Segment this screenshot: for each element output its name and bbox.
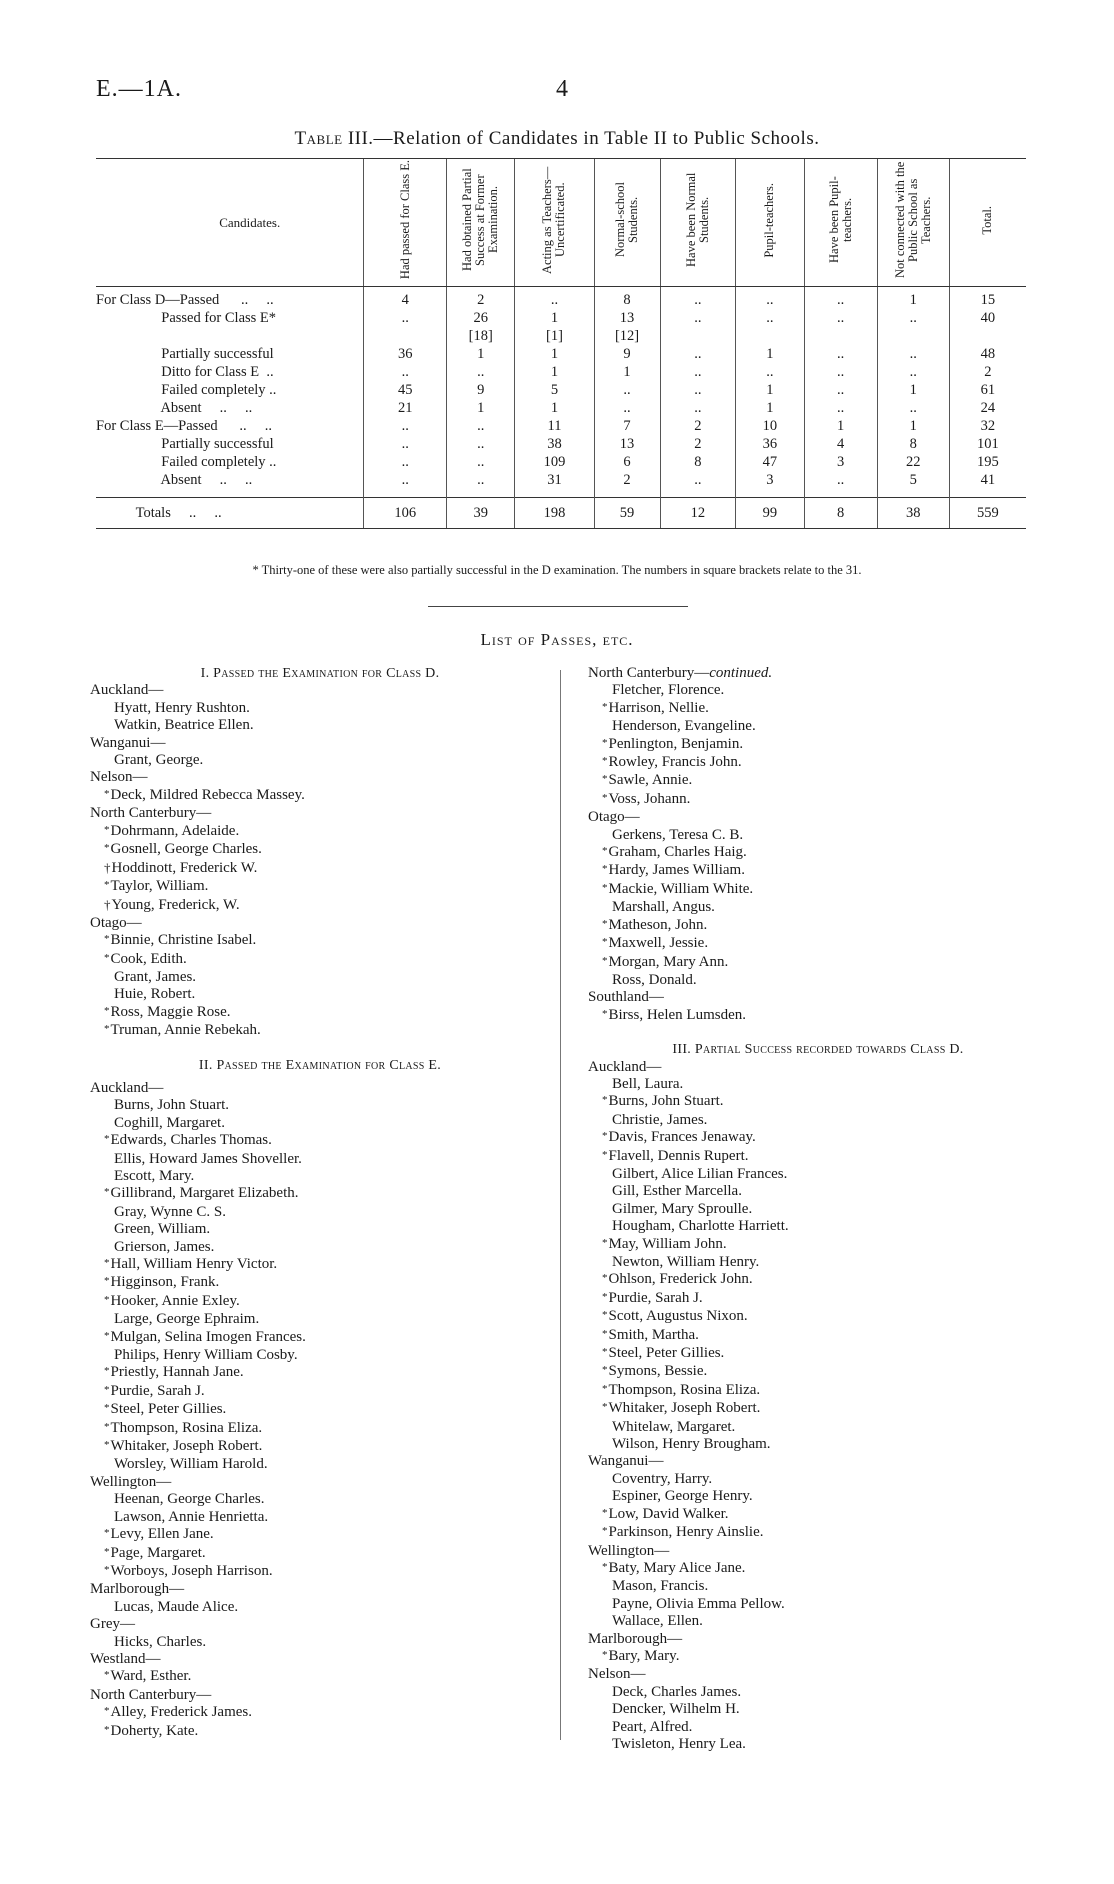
row-label: For Class D—Passed .. .. (96, 292, 274, 308)
table-cell: 1 (594, 363, 660, 381)
table-cell: 39 (447, 498, 515, 529)
table-cell: 3 (804, 453, 877, 471)
table-row (96, 399, 1026, 417)
table-cell: 11 (515, 417, 594, 435)
table-cell: 24 (949, 399, 1026, 417)
table-cell: 9 (594, 345, 660, 363)
table-cell: 5 (515, 381, 594, 399)
table-cell: 1 (877, 287, 949, 310)
table-cell: [1] (515, 327, 594, 345)
row-label: Failed completely .. (96, 454, 277, 470)
list-item: * Mackie, William White. (588, 881, 1048, 899)
list-item: * Ohlson, Frederick John. (588, 1271, 1048, 1289)
continued-word: continued. (709, 665, 773, 681)
table-row (96, 287, 1026, 310)
row-label: Absent .. .. (96, 400, 253, 416)
table-cell: .. (660, 287, 736, 310)
list-item: Gill, Esther Marcella. (612, 1183, 742, 1200)
list-item: * Cook, Edith. (90, 951, 550, 969)
candidates-relation-table (96, 158, 1026, 529)
list-item: * May, William John. (588, 1236, 1048, 1254)
list-item: * Rowley, Francis John. (588, 754, 1048, 772)
table-cell: 2 (594, 471, 660, 489)
list-item: * Deck, Mildred Rebecca Massey. (90, 787, 550, 805)
column-header-text: Total. (980, 205, 995, 235)
list-item: * Ross, Maggie Rose. (90, 1004, 550, 1022)
list-item: * Scott, Augustus Nixon. (588, 1308, 1048, 1326)
table-cell: 101 (949, 435, 1026, 453)
table-cell: 13 (594, 309, 660, 327)
section-title-class-d: I. Passed the Examination for Class D. (200, 666, 440, 681)
table-cell: .. (364, 453, 447, 471)
list-item: * Steel, Peter Gillies. (90, 1401, 550, 1419)
table-body (96, 287, 1026, 529)
table-cell: 2 (660, 435, 736, 453)
list-item: * Voss, Johann. (588, 791, 1048, 809)
list-item: Hicks, Charles. (114, 1633, 207, 1650)
row-label: Ditto for Class E .. (96, 364, 274, 380)
row-label: Partially successful (96, 346, 274, 362)
list-item: Green, William. (114, 1221, 211, 1238)
class-e-pass-list-continued (588, 682, 1048, 1025)
list-item: * Penlington, Benjamin. (588, 736, 1048, 754)
table-cell: 22 (877, 453, 949, 471)
list-item: * Dohrmann, Adelaide. (90, 823, 550, 841)
list-item: * Maxwell, Jessie. (588, 935, 1048, 953)
table-cell (660, 327, 736, 345)
district-heading: Wellington— (588, 1542, 670, 1559)
table-cell: 7 (594, 417, 660, 435)
district-heading: Wellington— (90, 1473, 172, 1490)
list-item: Deck, Charles James. (612, 1683, 742, 1700)
list-item: * Purdie, Sarah J. (90, 1383, 550, 1401)
list-item: * Steel, Peter Gillies. (588, 1345, 1048, 1363)
list-item: Coventry, Harry. (612, 1470, 713, 1487)
list-item: Watkin, Beatrice Ellen. (114, 717, 254, 734)
table-cell: .. (804, 399, 877, 417)
list-item: * Thompson, Rosina Eliza. (90, 1420, 550, 1438)
column-header-3 (515, 159, 594, 287)
section-divider-rule (428, 606, 688, 607)
table-cell: .. (660, 309, 736, 327)
table-cell: 10 (736, 417, 804, 435)
table-cell: 1 (736, 345, 804, 363)
table-cell: 8 (594, 287, 660, 310)
district-heading: Wanganui— (588, 1453, 664, 1470)
list-item: * Gillibrand, Margaret Elizabeth. (90, 1185, 550, 1203)
table-cell: .. (804, 287, 877, 310)
table-cell: 5 (877, 471, 949, 489)
list-item: Grant, James. (114, 968, 197, 985)
table-cell: .. (447, 453, 515, 471)
table-cell: .. (364, 309, 447, 327)
partial-success-list (588, 1059, 1048, 1754)
table-cell: 8 (804, 498, 877, 529)
list-item: * Flavell, Dennis Rupert. (588, 1148, 1048, 1166)
table-cell: 1 (447, 399, 515, 417)
table-cell: 31 (515, 471, 594, 489)
table-cell: 21 (364, 399, 447, 417)
table-cell: 38 (515, 435, 594, 453)
table-cell: 13 (594, 435, 660, 453)
table-cell: 1 (877, 417, 949, 435)
table-cell: 4 (804, 435, 877, 453)
list-item: Huie, Robert. (114, 986, 196, 1003)
list-item: Large, George Ephraim. (114, 1311, 260, 1328)
column-header-text: Pupil-teachers. (762, 182, 777, 258)
table-cell: .. (364, 363, 447, 381)
table-cell: 15 (949, 287, 1026, 310)
row-label: Passed for Class E* (96, 310, 277, 326)
list-item: Mason, Francis. (612, 1578, 709, 1595)
table-cell: 559 (949, 498, 1026, 529)
district-heading: Otago— (588, 809, 640, 826)
list-item: * Priestly, Hannah Jane. (90, 1364, 550, 1382)
table-cell: 38 (877, 498, 949, 529)
list-item: * Sawle, Annie. (588, 772, 1048, 790)
table-cell: .. (447, 435, 515, 453)
table-cell: 40 (949, 309, 1026, 327)
column-header-candidates: Candidates. (96, 159, 364, 287)
table-cell: 26 (447, 309, 515, 327)
list-item: Lawson, Annie Henrietta. (114, 1508, 269, 1525)
column-header-8 (877, 159, 949, 287)
list-item: Twisleton, Henry Lea. (612, 1735, 746, 1752)
table-cell: 59 (594, 498, 660, 529)
district-heading: Southland— (588, 989, 664, 1006)
list-title: List of Passes, etc. (480, 630, 634, 649)
district-heading: Nelson— (90, 769, 148, 786)
table-cell: 195 (949, 453, 1026, 471)
column-header-2 (447, 159, 515, 287)
table-cell: 9 (447, 381, 515, 399)
table-cell: .. (660, 399, 736, 417)
list-item: Bell, Laura. (612, 1075, 684, 1092)
table-cell: .. (515, 287, 594, 310)
list-item: Marshall, Angus. (612, 899, 715, 916)
table-cell: 36 (736, 435, 804, 453)
table-cell: .. (877, 309, 949, 327)
column-header-1 (364, 159, 447, 287)
district-heading: Marlborough— (588, 1630, 683, 1647)
row-label (96, 327, 364, 345)
table-cell: .. (804, 471, 877, 489)
list-item: * Ward, Esther. (90, 1668, 550, 1686)
section-title-partial-success: III. Partial Success recorded towards Class D. (672, 1042, 964, 1058)
list-item: * Burns, John Stuart. (588, 1093, 1048, 1111)
continued-district-heading (588, 665, 1048, 682)
table-footnote: * Thirty-one of these were also partially successful in the D examination. The numbers in square brackets relate to the 31. (252, 563, 862, 577)
table-cell: 1 (515, 363, 594, 381)
list-item: * Parkinson, Henry Ainslie. (588, 1524, 1048, 1542)
district-heading: Auckland— (90, 1079, 164, 1096)
list-item: Dencker, Wilhelm H. (612, 1701, 740, 1718)
list-item: Gilmer, Mary Sproulle. (612, 1200, 753, 1217)
table-cell: 1 (804, 417, 877, 435)
list-item: * Hooker, Annie Exley. (90, 1293, 550, 1311)
continued-district-name: North Canterbury— (588, 665, 710, 681)
column-header-9 (949, 159, 1026, 287)
table-cell (804, 327, 877, 345)
table-row (96, 345, 1026, 363)
list-item: Worsley, William Harold. (114, 1456, 268, 1473)
table-cell: 36 (364, 345, 447, 363)
table-cell: 6 (594, 453, 660, 471)
table-cell (736, 327, 804, 345)
table-cell: 106 (364, 498, 447, 529)
table-row (96, 435, 1026, 453)
list-item: * Whitaker, Joseph Robert. (588, 1400, 1048, 1418)
table-cell: 99 (736, 498, 804, 529)
column-header-text: Have been Normal Students. (683, 172, 711, 268)
row-label: For Class E—Passed .. .. (96, 418, 273, 434)
table-cell: 47 (736, 453, 804, 471)
table-cell: 8 (877, 435, 949, 453)
list-item: Wilson, Henry Brougham. (612, 1436, 771, 1453)
list-item: * Graham, Charles Haig. (588, 844, 1048, 862)
list-item: Christie, James. (612, 1111, 708, 1128)
table-row (96, 309, 1026, 327)
table-cell: 4 (364, 287, 447, 310)
column-header-text: Normal-school Students. (613, 182, 641, 258)
table-cell: 2 (447, 287, 515, 310)
list-item: Gilbert, Alice Lilian Frances. (612, 1165, 788, 1182)
section-title-class-e: II. Passed the Examination for Class E. (198, 1057, 442, 1073)
table-cell: 61 (949, 381, 1026, 399)
table-cell: .. (660, 381, 736, 399)
list-item: Espiner, George Henry. (612, 1488, 753, 1505)
list-item: * Mulgan, Selina Imogen Frances. (90, 1329, 550, 1347)
list-item: † Young, Frederick, W. (90, 896, 550, 914)
right-column (588, 665, 1048, 1753)
column-divider (560, 670, 561, 1740)
table-cell: 12 (660, 498, 736, 529)
page-header (96, 76, 1026, 106)
table-title-rest: III.—Relation of Candidates in Table II to Public Schools. (347, 128, 820, 149)
table-cell (949, 327, 1026, 345)
column-header-6 (736, 159, 804, 287)
table-cell: .. (804, 345, 877, 363)
table-cell: .. (660, 471, 736, 489)
table-cell: .. (660, 363, 736, 381)
list-item: † Hoddinott, Frederick W. (90, 859, 550, 877)
district-heading: North Canterbury— (90, 805, 212, 822)
table-row (96, 381, 1026, 399)
table-cell: .. (804, 309, 877, 327)
table-row (96, 327, 1026, 345)
list-item: * Purdie, Sarah J. (588, 1290, 1048, 1308)
list-item: Hougham, Charlotte Harriett. (612, 1218, 789, 1235)
table-row (96, 417, 1026, 435)
table-cell: 1 (877, 381, 949, 399)
table-cell: 1 (736, 381, 804, 399)
district-heading: Auckland— (588, 1058, 662, 1075)
table-cell: .. (447, 471, 515, 489)
list-item: * Harrison, Nellie. (588, 700, 1048, 718)
table-cell: [18] (447, 327, 515, 345)
list-item: Ellis, Howard James Shoveller. (114, 1150, 302, 1167)
list-item: Fletcher, Florence. (612, 682, 725, 699)
table-cell: 2 (660, 417, 736, 435)
list-item: * Gosnell, George Charles. (90, 841, 550, 859)
list-item: * Higginson, Frank. (90, 1274, 550, 1292)
list-item: Coghill, Margaret. (114, 1114, 225, 1131)
table-cell: .. (447, 363, 515, 381)
table-cell: 32 (949, 417, 1026, 435)
table-cell: 3 (736, 471, 804, 489)
list-item: Burns, John Stuart. (114, 1097, 230, 1114)
list-item: Wallace, Ellen. (612, 1613, 703, 1630)
column-header-text: Have been Pupil-teachers. (826, 176, 854, 264)
column-header-text: Not connected with the Public School as Teachers. (892, 161, 933, 279)
list-item: Gerkens, Teresa C. B. (612, 826, 744, 843)
district-heading: Marlborough— (90, 1581, 185, 1598)
table-cell: 8 (660, 453, 736, 471)
table-cell: 109 (515, 453, 594, 471)
list-item: Newton, William Henry. (612, 1254, 760, 1270)
list-item: * Edwards, Charles Thomas. (90, 1132, 550, 1150)
list-item: * Hall, William Henry Victor. (90, 1256, 550, 1274)
column-header-4 (594, 159, 660, 287)
column-header-text: Acting as Teachers—Uncertificated. (540, 166, 568, 274)
table-cell: 1 (736, 399, 804, 417)
table-cell: [12] (594, 327, 660, 345)
column-header-text: Had passed for Class E. (397, 160, 412, 280)
table-header (96, 159, 1026, 287)
table-cell: 198 (515, 498, 594, 529)
page-number: 4 (556, 76, 568, 102)
table-cell (364, 327, 447, 345)
list-item: Lucas, Maude Alice. (114, 1598, 239, 1615)
list-item: Payne, Olivia Emma Pellow. (612, 1595, 785, 1612)
table-cell: .. (877, 399, 949, 417)
list-item: * Doherty, Kate. (90, 1723, 550, 1741)
list-item: Henderson, Evangeline. (612, 718, 756, 735)
list-item: * Baty, Mary Alice Jane. (588, 1560, 1048, 1578)
table-cell: .. (364, 435, 447, 453)
table-cell: 45 (364, 381, 447, 399)
table-cell: .. (660, 345, 736, 363)
table-cell: .. (804, 381, 877, 399)
list-item: Grant, George. (114, 752, 204, 769)
table-cell: .. (877, 345, 949, 363)
district-heading: Auckland— (90, 682, 164, 699)
table-cell: 2 (949, 363, 1026, 381)
list-item: * Birss, Helen Lumsden. (588, 1007, 1048, 1025)
list-item: * Levy, Ellen Jane. (90, 1526, 550, 1544)
left-column (90, 665, 550, 1741)
list-item: * Low, David Walker. (588, 1506, 1048, 1524)
district-heading: North Canterbury— (90, 1686, 212, 1703)
table-title-word: Table (294, 128, 343, 149)
list-item: * Matheson, John. (588, 917, 1048, 935)
class-e-pass-list (90, 1080, 550, 1741)
table-cell (877, 327, 949, 345)
table-cell: .. (364, 471, 447, 489)
table-cell: 48 (949, 345, 1026, 363)
row-label: Totals .. .. (96, 498, 364, 529)
list-item: * Symons, Bessie. (588, 1363, 1048, 1381)
row-label: Absent .. .. (96, 472, 253, 488)
list-item: Ross, Donald. (612, 971, 697, 988)
district-heading: Otago— (90, 914, 142, 931)
table-cell: .. (736, 309, 804, 327)
table-cell: .. (594, 399, 660, 417)
table-cell: .. (594, 381, 660, 399)
list-item: * Whitaker, Joseph Robert. (90, 1438, 550, 1456)
district-heading: Grey— (90, 1616, 135, 1633)
table-cell: .. (447, 417, 515, 435)
list-item: Peart, Alfred. (612, 1718, 693, 1735)
list-item: * Smith, Martha. (588, 1327, 1048, 1345)
district-heading: Westland— (90, 1650, 161, 1667)
row-label: Failed completely .. (96, 382, 277, 398)
table-cell: 1 (515, 345, 594, 363)
table-cell: 41 (949, 471, 1026, 489)
list-item: * Binnie, Christine Isabel. (90, 932, 550, 950)
row-label: Partially successful (96, 436, 274, 452)
list-item: * Truman, Annie Rebekah. (90, 1022, 550, 1040)
list-item: * Davis, Frances Jenaway. (588, 1129, 1048, 1147)
list-item: Gray, Wynne C. S. (114, 1203, 227, 1220)
list-item: Whitelaw, Margaret. (612, 1418, 736, 1435)
list-item: * Worboys, Joseph Harrison. (90, 1563, 550, 1581)
table-row (96, 453, 1026, 471)
district-heading: Nelson— (588, 1666, 646, 1683)
district-heading: Wanganui— (90, 734, 166, 751)
list-item: Philips, Henry William Cosby. (114, 1347, 298, 1364)
list-item: Hyatt, Henry Rushton. (114, 699, 250, 716)
table-title (0, 128, 1114, 150)
column-header-7 (804, 159, 877, 287)
table-cell: .. (736, 363, 804, 381)
list-item: * Morgan, Mary Ann. (588, 954, 1048, 972)
table-row (96, 363, 1026, 381)
class-d-pass-list (90, 682, 550, 1040)
list-item: * Bary, Mary. (588, 1648, 1048, 1666)
totals-row (96, 498, 1026, 529)
document-code: E.—1A. (96, 76, 182, 102)
table-cell: .. (804, 363, 877, 381)
list-item: Grierson, James. (114, 1238, 215, 1255)
list-item: * Hardy, James William. (588, 862, 1048, 880)
table-cell: 1 (447, 345, 515, 363)
table-cell: 1 (515, 309, 594, 327)
column-header-5 (660, 159, 736, 287)
table-cell: .. (736, 287, 804, 310)
list-item: * Taylor, William. (90, 878, 550, 896)
list-item: Heenan, George Charles. (114, 1491, 265, 1508)
list-item: * Page, Margaret. (90, 1545, 550, 1563)
list-item: Escott, Mary. (114, 1167, 195, 1184)
table-cell: .. (364, 417, 447, 435)
table-cell: .. (877, 363, 949, 381)
column-header-text: Had obtained Partial Success at Former Examination. (460, 168, 501, 272)
table-cell: 1 (515, 399, 594, 417)
table-row (96, 471, 1026, 489)
list-item: * Thompson, Rosina Eliza. (588, 1382, 1048, 1400)
list-item: * Alley, Frederick James. (90, 1704, 550, 1722)
